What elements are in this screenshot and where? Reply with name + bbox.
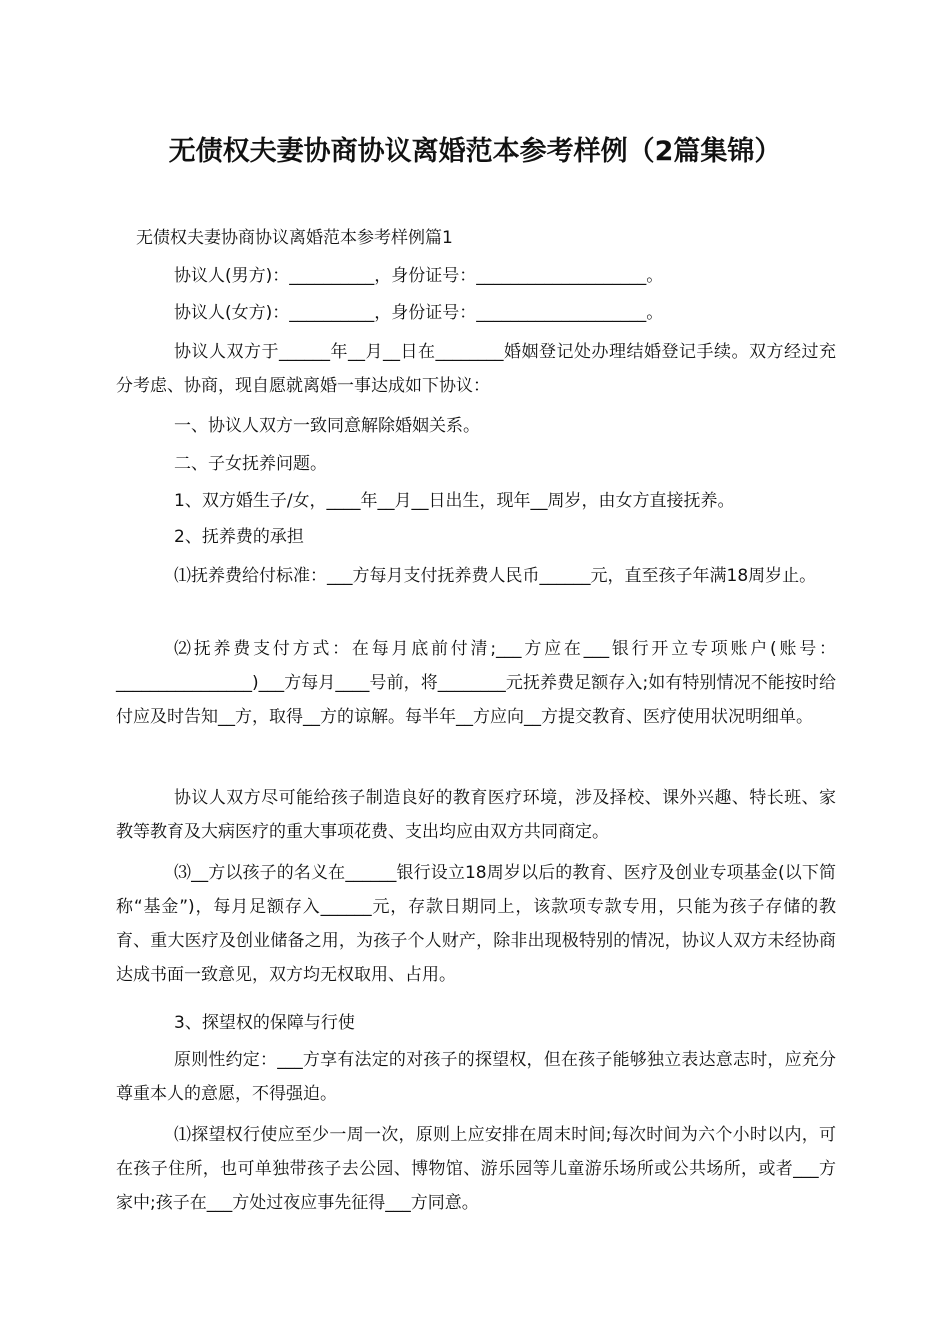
visitation-frequency-paragraph: ⑴探望权行使应至少一周一次，原则上应安排在周末时间;每次时间为六个小时以内，可在孩子住所，也可单独带孩子去公园、博物馆、游乐园等儿童游乐场所或公共场所，或者___方家中;孩子在___方处过夜应事先征得___方同意。 [116, 1125, 836, 1213]
party-female-line: 协议人(女方)：__________，身份证号：____________________。 [174, 303, 664, 323]
clause-2-3-visitation-heading: 3、探望权的保障与行使 [174, 1013, 355, 1033]
support-payment-paragraph: ⑵抚养费支付方式：在每月底前付清;___方应在___银行开立专项账户(账号：________________)___方每月____号前，将________元抚养费足额存入;如有特别情况不能按时给付应及时告知__方，取得__方的谅解。每半年__方应向__方提交教育、医疗使用状况明细单。 [116, 639, 836, 727]
paragraph-marriage-registration: 协议人双方于______年__月__日在________婚姻登记处办理结婚登记手续。双方经过充分考虑、协商，现自愿就离婚一事达成如下协议： [116, 342, 836, 396]
visitation-principle-paragraph: 原则性约定：___方享有法定的对孩子的探望权，但在孩子能够独立表达意志时，应充分尊重本人的意愿，不得强迫。 [116, 1050, 836, 1104]
clause-1-dissolve-marriage: 一、协议人双方一致同意解除婚姻关系。 [174, 416, 480, 436]
education-fund-paragraph: ⑶__方以孩子的名义在______银行设立18周岁以后的教育、医疗及创业专项基金(以下简称“基金”)，每月足额存入______元，存款日期同上，该款项专款专用，只能为孩子存储的教育、重大医疗及创业储备之用，为孩子个人财产，除非出现极特别的情况，协议人双方未经协商达成书面一致意见，双方均无权取用、占用。 [116, 863, 836, 985]
support-standard-paragraph: ⑴抚养费给付标准：___方每月支付抚养费人民币______元，直至孩子年满18周岁止。 [174, 566, 817, 586]
document-title: 无债权夫妻协商协议离婚范本参考样例（2篇集锦） [168, 136, 782, 167]
party-male-line: 协议人(男方)：__________，身份证号：____________________。 [174, 266, 664, 286]
section-heading: 无债权夫妻协商协议离婚范本参考样例篇1 [136, 228, 453, 248]
education-medical-paragraph: 协议人双方尽可能给孩子制造良好的教育医疗环境，涉及择校、课外兴趣、特长班、家教等教育及大病医疗的重大事项花费、支出均应由双方共同商定。 [116, 788, 836, 842]
clause-2-1-child-info: 1、双方婚生子/女，____年__月__日出生，现年__周岁，由女方直接抚养。 [174, 491, 735, 511]
clause-2-child-custody: 二、子女抚养问题。 [174, 454, 327, 474]
clause-2-2-support-heading: 2、抚养费的承担 [174, 527, 304, 547]
